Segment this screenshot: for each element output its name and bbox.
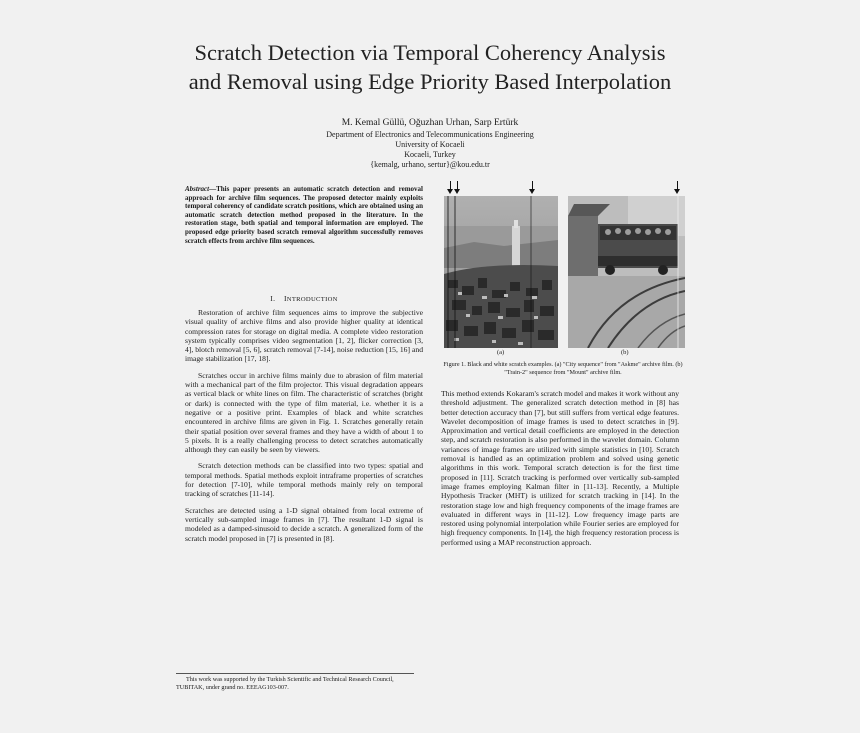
abstract-label: Abstract xyxy=(185,185,210,193)
figure-1-caption: Figure 1. Black and white scratch examples. (a) "City sequence" from "Askme" archive film. (b) "Train-2" sequence from "Mount" archive film. xyxy=(443,361,683,376)
footnote-divider xyxy=(176,673,414,674)
scratch-arrow-icon xyxy=(529,181,535,194)
authors: M. Kemal Güllü, Oğuzhan Urhan, Sarp Ertürk xyxy=(341,118,519,128)
abstract-text: —This paper presents an automatic scratch detection and removal approach for archive film sequences. The proposed detector mainly exploits temporal coherency of candidate scratch positions, which are obtained using an automatic scratch detection method proposed in the literature. In the restoration stage, both spatial and temporal information are employed. The proposed edge priority based scratch removal algorithm successfully removes scratch effects from archive film sequences. xyxy=(185,185,423,245)
paper-title xyxy=(80,38,780,96)
figure-1 xyxy=(441,181,685,381)
paragraph: Restoration of archive film sequences aims to improve the subjective visual quality of archive films and also provide higher quality at identical compression rates for storage on digital media. A complete video restoration system typically comprises video segmentation [1, 2], flicker correction [3, 4], blotch removal [5, 6], scratch removal [7-14], noise reduction [15, 16] and image stabilization [17, 18]. xyxy=(185,308,423,364)
abstract xyxy=(185,185,423,245)
title-line-2: and Removal using Edge Priority Based Interpolation xyxy=(188,69,672,94)
paragraph: Scratches are detected using a 1-D signal obtained from local extreme of vertically sub-sampled image frames in [7]. The resultant 1-D signal is modeled as a damped-sinusoid to decide a scratch. A generalized form of the scratch model proposed in [7] is presented in [8]. xyxy=(185,505,423,543)
paragraph: Scratch detection methods can be classified into two types: spatial and temporal methods. Spatial methods exploit intraframe properties of scratches for detection [7-10], while temporal methods mainly rely on temporal tracking of scratches [11-14]. xyxy=(185,461,423,499)
title-line-1: Scratch Detection via Temporal Coherency Analysis xyxy=(194,40,666,65)
affiliation-city: Kocaeli, Turkey xyxy=(404,150,456,159)
paragraph: Scratches occur in archive films mainly due to abrasion of film material with a mechanical part of the film projector. This visual degradation appears as vertical black or white lines on film. The characteristic of scratches (bright or dark) is connected with the type of film material, i.e. whether it is a negative or a positive print. Examples of black and white scratches encountered in archive films are given in Fig. 1. Scratches generally retain their spatial position over several frames and they have a width of about 1 to 5 pixels. It is a really challenging process to detect scratches automatically although they can easily be seen by viewers. xyxy=(185,370,423,455)
scratch-arrow-icon xyxy=(674,181,680,194)
subfigure-label-a: (a) xyxy=(497,349,505,356)
section-heading-introduction xyxy=(185,294,423,303)
left-column xyxy=(185,308,423,550)
footnote: This work was supported by the Turkish Scientific and Technical Research Council, TUBITAK, under grand no. EEEAG103-007. xyxy=(176,676,394,691)
affiliation xyxy=(230,130,630,170)
section-number: I. xyxy=(270,294,276,303)
scratch-arrow-icon xyxy=(447,181,453,194)
affiliation-dept: Department of Electronics and Telecommunications Engineering xyxy=(326,130,534,139)
affiliation-email: {kemalg, urhano, sertur}@kou.edu.tr xyxy=(370,160,490,169)
affiliation-univ: University of Kocaeli xyxy=(395,140,465,149)
right-column xyxy=(441,389,679,554)
section-title-rest: NTRODUCTION xyxy=(286,296,338,303)
paragraph: This method extends Kokaram's scratch model and makes it work without any threshold adjustment. The generalized scratch detection method in [8] has better detection accuracy than [7], but still suffers from vertical edge features. Wavelet decomposition of image frames is used to detect scratches in [9]. Approximation and vertical detail coefficients are employed in the detection step, and scratch restoration is also performed in the wavelet domain. Column variances of image frames are utilized with simple statistics in [10]. Scratch removal is handled as an optimization problem and solved using genetic algorithms in this work. Temporal scratch detection is for the first time proposed in [11]. Scratch tracking is performed over vertically sub-sampled image frames employing Kalman filter in [11-13]. Recently, a Multiple Hypothesis Tracker (MHT) is utilized for scratch tracking in [14]. In the restoration stage low and high frequency components of the image frames are evaluated in different ways in [11-12]. Low frequency image parts are restored using polynomial interpolation while Fourier series are employed for high frequency components. In [14], the high frequency restoration process is performed using a MAP reconstruction approach. xyxy=(441,389,679,547)
section-title-initial: I xyxy=(283,294,287,303)
scratch-arrow-icon xyxy=(454,181,460,194)
city-sequence-photo xyxy=(444,196,558,348)
subfigure-label-b: (b) xyxy=(621,349,629,356)
train-sequence-photo xyxy=(568,196,685,348)
